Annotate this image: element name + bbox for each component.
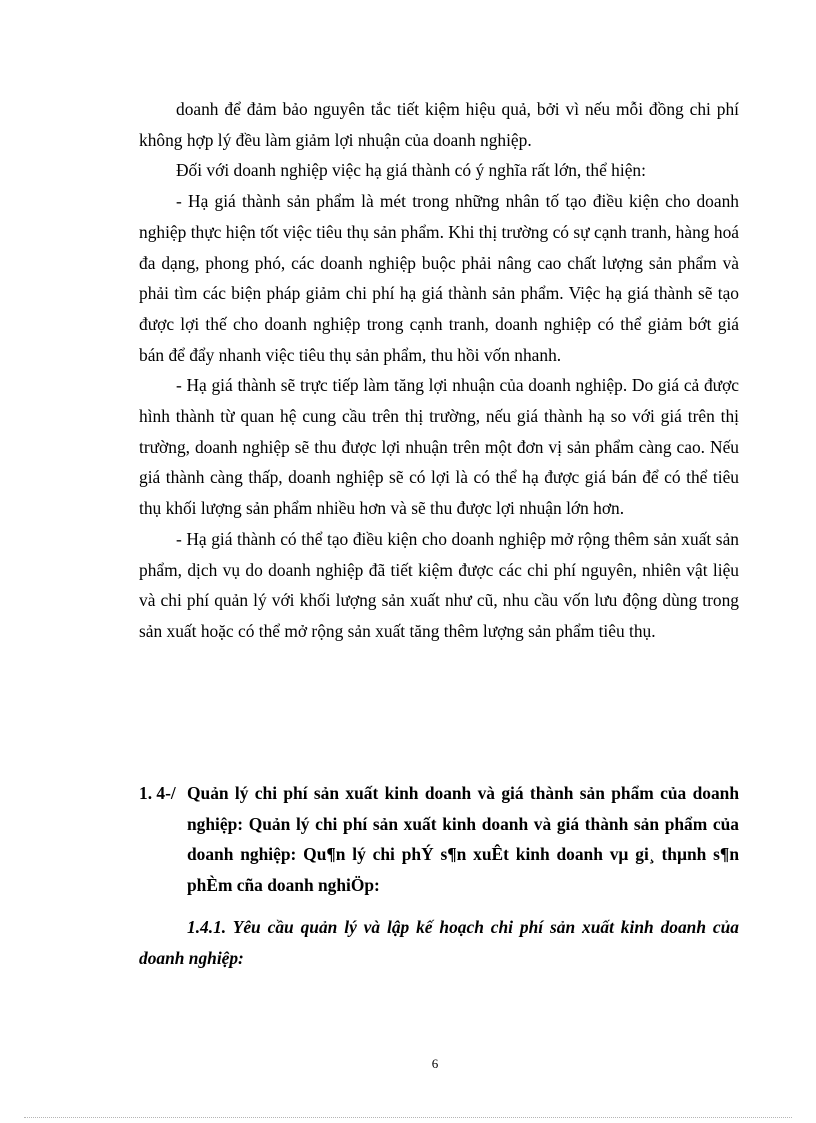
- body-text: [139, 94, 739, 647]
- page-number: 6: [431, 1056, 439, 1071]
- paragraph-cost-reduction-meaning: Đối với doanh nghiệp việc hạ giá thành có ý nghĩa rất lớn, thể hiện:: [176, 160, 646, 181]
- section-heading-number: 1. 4-/: [139, 783, 176, 803]
- paragraph-point-profit: - Hạ giá thành sẽ trực tiếp làm tăng lợi nhuận của doanh nghiệp. Do giá cả được hình thành từ quan hệ cung cầu trên thị trường, nếu giá thành hạ so với giá trên thị trường, doanh nghiệp sẽ thu được lợi nhuận trên một đơn vị sản phẩm càng cao. Nếu giá thành càng thấp, doanh nghiệp sẽ có lợi là có thể hạ được giá bán để có thể tiêu thụ khối lượng sản phẩm nhiều hơn và sẽ thu được lợi nhuận lớn hơn.: [139, 375, 739, 519]
- paragraph-point-consumption: - Hạ giá thành sản phẩm là mét trong những nhân tố tạo điều kiện cho doanh nghiệp thực hiện tốt việc tiêu thụ sản phẩm. Khi thị trường có sự cạnh tranh, hàng hoá đa dạng, phong phó, các doanh nghiệp buộc phải nâng cao chất lượng sản phẩm và phải tìm các biện pháp giảm chi phí hạ giá thành sản phẩm. Việc hạ giá thành sẽ tạo được lợi thế cho doanh nghiệp trong cạnh tranh, doanh nghiệp có thể giảm bớt giá bán để đẩy nhanh việc tiêu thụ sản phẩm, thu hồi vốn nhanh.: [139, 191, 739, 365]
- page-bottom-divider: [24, 1117, 792, 1118]
- subsection-heading: 1.4.1. Yêu cầu quản lý và lập kế hoạch chi phí sản xuất kinh doanh của doanh nghiệp:: [139, 917, 739, 968]
- section-heading-text: Quản lý chi phí sản xuất kinh doanh và giá thành sản phẩm của doanh nghiệp: Quản lý chi phí sản xuất kinh doanh và giá thành sản phẩm của doanh nghiệp: Qu¶n lý chi phÝ s¶n xuÊt kinh doanh vµ gi¸ thµnh s¶n phÈm cña doanh nghiÖp:: [187, 783, 739, 896]
- section-heading: [139, 778, 739, 901]
- paragraph-intro-continuation: doanh để đảm bảo nguyên tắc tiết kiệm hiệu quả, bởi vì nếu mỗi đồng chi phí không hợp lý đều làm giảm lợi nhuận của doanh nghiệp.: [139, 99, 739, 150]
- paragraph-point-expansion: - Hạ giá thành có thể tạo điều kiện cho doanh nghiệp mở rộng thêm sản xuất sản phẩm, dịch vụ do doanh nghiệp đã tiết kiệm được các chi phí nguyên, nhiên vật liệu và chi phí quản lý với khối lượng sản xuất như cũ, nhu cầu vốn lưu động dùng trong sản xuất hoặc có thể mở rộng sản xuất tăng thêm lượng sản phẩm tiêu thụ.: [139, 528, 739, 641]
